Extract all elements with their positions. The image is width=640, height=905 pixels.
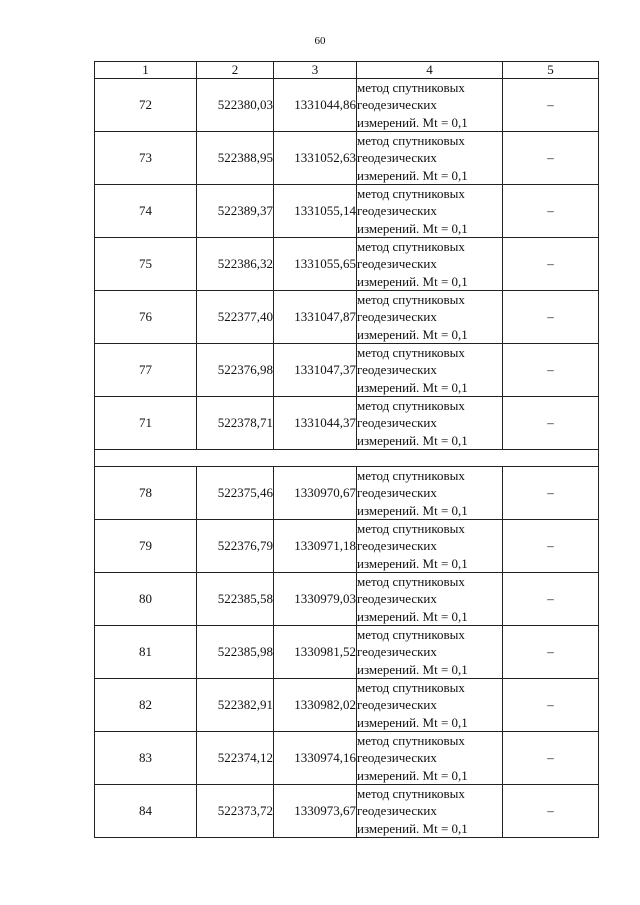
method-line: метод спутниковых [357,574,465,590]
coordinate-x: 522386,32 [197,238,274,291]
method-description [357,573,503,626]
method-line: геодезических [357,591,437,607]
method-line: геодезических [357,362,437,378]
point-number: 78 [95,467,197,520]
point-number: 75 [95,238,197,291]
separator-cell [95,450,599,467]
description-dash: – [503,291,599,344]
coordinate-x: 522373,72 [197,785,274,838]
method-line: геодезических [357,150,437,166]
coordinate-y: 1331055,14 [274,185,357,238]
coordinate-x: 522374,12 [197,732,274,785]
coordinate-x: 522375,46 [197,467,274,520]
col-header-1: 1 [95,62,197,79]
point-number: 76 [95,291,197,344]
method-line: метод спутниковых [357,627,465,643]
method-description [357,185,503,238]
method-line: геодезических [357,697,437,713]
table-row [95,785,599,838]
method-line: метод спутниковых [357,468,465,484]
method-line: метод спутниковых [357,680,465,696]
table-row [95,467,599,520]
coordinate-x: 522378,71 [197,397,274,450]
table-row [95,679,599,732]
coordinate-x: 522388,95 [197,132,274,185]
coordinate-y: 1331044,37 [274,397,357,450]
point-number: 82 [95,679,197,732]
table-body [95,79,599,838]
header-row [95,62,599,79]
method-line: геодезических [357,803,437,819]
point-number: 80 [95,573,197,626]
table-row [95,397,599,450]
method-line: измерений. Mt = 0,1 [357,167,468,183]
method-line: метод спутниковых [357,133,465,149]
table-row [95,132,599,185]
coordinate-y: 1331047,37 [274,344,357,397]
table-row [95,520,599,573]
coordinate-x: 522376,98 [197,344,274,397]
point-number: 77 [95,344,197,397]
separator-row [95,450,599,467]
point-number: 72 [95,79,197,132]
point-number: 71 [95,397,197,450]
method-line: геодезических [357,538,437,554]
method-line: метод спутниковых [357,733,465,749]
table-row [95,626,599,679]
coordinate-y: 1330973,67 [274,785,357,838]
point-number: 83 [95,732,197,785]
description-dash: – [503,732,599,785]
method-line: измерений. Mt = 0,1 [357,820,468,836]
method-line: метод спутниковых [357,292,465,308]
table-row [95,185,599,238]
method-line: метод спутниковых [357,398,465,414]
method-line: измерений. Mt = 0,1 [357,220,468,236]
description-dash: – [503,185,599,238]
method-description [357,732,503,785]
method-description [357,397,503,450]
coordinate-x: 522385,58 [197,573,274,626]
method-line: метод спутниковых [357,521,465,537]
description-dash: – [503,467,599,520]
method-line: измерений. Mt = 0,1 [357,714,468,730]
method-line: измерений. Mt = 0,1 [357,432,468,448]
method-description [357,291,503,344]
description-dash: – [503,785,599,838]
method-description [357,679,503,732]
table-row [95,344,599,397]
method-line: метод спутниковых [357,80,465,96]
method-line: измерений. Mt = 0,1 [357,661,468,677]
method-line: метод спутниковых [357,345,465,361]
method-description [357,132,503,185]
method-description [357,79,503,132]
description-dash: – [503,132,599,185]
coordinate-y: 1331047,87 [274,291,357,344]
method-line: измерений. Mt = 0,1 [357,555,468,571]
method-line: измерений. Mt = 0,1 [357,114,468,130]
method-description [357,626,503,679]
description-dash: – [503,344,599,397]
method-line: геодезических [357,256,437,272]
method-description [357,238,503,291]
method-line: геодезических [357,97,437,113]
coordinate-y: 1330970,67 [274,467,357,520]
method-description [357,467,503,520]
coordinate-y: 1331052,63 [274,132,357,185]
description-dash: – [503,679,599,732]
point-number: 81 [95,626,197,679]
description-dash: – [503,520,599,573]
coordinate-y: 1330974,16 [274,732,357,785]
method-line: измерений. Mt = 0,1 [357,502,468,518]
col-header-2: 2 [197,62,274,79]
method-line: геодезических [357,415,437,431]
method-line: измерений. Mt = 0,1 [357,608,468,624]
method-line: геодезических [357,750,437,766]
coordinate-y: 1331055,65 [274,238,357,291]
point-number: 79 [95,520,197,573]
method-line: измерений. Mt = 0,1 [357,767,468,783]
method-line: геодезических [357,644,437,660]
coordinate-y: 1330971,18 [274,520,357,573]
method-line: метод спутниковых [357,186,465,202]
description-dash: – [503,238,599,291]
table-row [95,291,599,344]
method-line: геодезических [357,485,437,501]
col-header-3: 3 [274,62,357,79]
description-dash: – [503,397,599,450]
method-line: метод спутниковых [357,239,465,255]
point-number: 84 [95,785,197,838]
table-row [95,238,599,291]
table-row [95,79,599,132]
method-line: геодезических [357,309,437,325]
method-description [357,785,503,838]
coordinate-x: 522389,37 [197,185,274,238]
point-number: 74 [95,185,197,238]
coordinate-x: 522385,98 [197,626,274,679]
description-dash: – [503,79,599,132]
coordinate-y: 1330981,52 [274,626,357,679]
coordinate-y: 1331044,86 [274,79,357,132]
table-row [95,732,599,785]
method-line: измерений. Mt = 0,1 [357,326,468,342]
table-row [95,573,599,626]
method-description [357,520,503,573]
coordinate-x: 522377,40 [197,291,274,344]
col-header-5: 5 [503,62,599,79]
method-line: измерений. Mt = 0,1 [357,379,468,395]
method-description [357,344,503,397]
coordinate-x: 522376,79 [197,520,274,573]
method-line: метод спутниковых [357,786,465,802]
coordinate-x: 522382,91 [197,679,274,732]
coordinate-y: 1330982,02 [274,679,357,732]
coordinates-table [94,61,599,838]
coordinate-x: 522380,03 [197,79,274,132]
col-header-4: 4 [357,62,503,79]
coordinate-y: 1330979,03 [274,573,357,626]
point-number: 73 [95,132,197,185]
description-dash: – [503,573,599,626]
method-line: геодезических [357,203,437,219]
method-line: измерений. Mt = 0,1 [357,273,468,289]
description-dash: – [503,626,599,679]
page-number: 60 [314,35,326,47]
